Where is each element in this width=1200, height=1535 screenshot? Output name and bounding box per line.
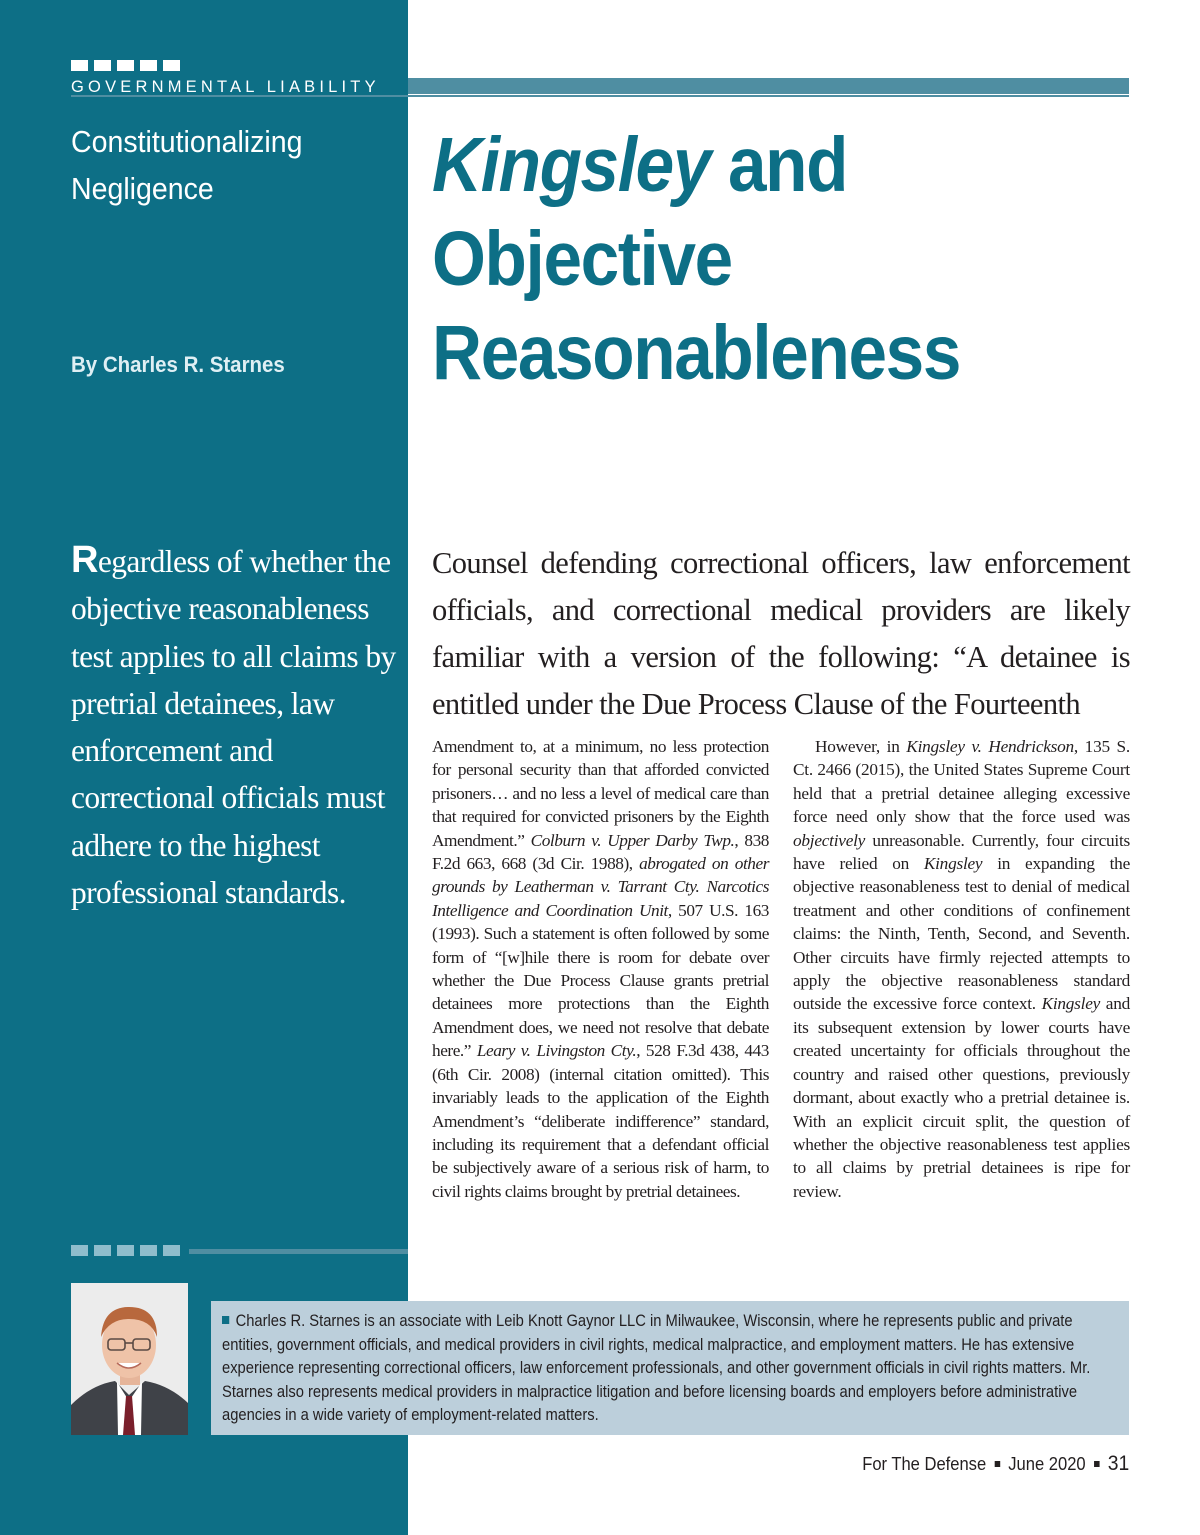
- body-column-2: [793, 735, 1130, 1203]
- lead-paragraph: Counsel defending correctional officers, law enforcement officials, and correctional medical providers are likely familiar with a version of the following: “A detainee is entitled under the Due Process Clause of the Fourteenth: [432, 546, 1130, 721]
- case-citation: abrogated on other grounds by Leatherman v. Tarrant Cty. Narcotics Intelligence and Coordination Unit: [432, 854, 769, 920]
- page-number: 31: [1107, 1452, 1129, 1475]
- case-citation: Kingsley v. Hendrickson: [906, 737, 1074, 756]
- footer-separator-icon: [1094, 1461, 1100, 1467]
- body-text-run: Amendment to, at a minimum, no less protection for personal security than that afforded convicted prisoners… and no less a level of medical care than that required for convicted prisoners by the Eighth Amendment.”: [432, 737, 769, 850]
- footer-squares-decoration: [71, 1245, 180, 1256]
- case-citation: Colburn v. Upper Darby Twp.: [530, 830, 735, 850]
- article-title: [432, 118, 1062, 400]
- title-rest: and Objective Reasonableness: [432, 122, 961, 396]
- body-column-1: [432, 735, 769, 1203]
- article-subtitle: Constitutionalizing Negligence: [71, 124, 303, 206]
- case-citation: Kingsley: [923, 854, 983, 874]
- case-citation: objectively: [793, 830, 866, 850]
- bottom-rule: [189, 1249, 408, 1254]
- body-text-run: , 507 U.S. 163 (1993). Such a statement is often followed by some form of “[w]hile there is room for debate over whether the Due Process Clause grants pretrial detainees more protections than the Eighth Amendment does, we need not resolve that debate here.”: [432, 900, 769, 1061]
- footer-separator-icon: [994, 1461, 1000, 1467]
- author-portrait-image: [71, 1283, 188, 1435]
- body-text-run: However, in: [815, 737, 907, 756]
- body-text-run: , 135 S. Ct. 2466 (2015), the United States Supreme Court held that a pretrial detainee alleging excessive force need only show that the force used was: [793, 737, 1130, 827]
- page-footer: [862, 1452, 1129, 1476]
- section-label: GOVERNMENTAL LIABILITY: [71, 78, 380, 96]
- pull-quote: [71, 537, 411, 916]
- author-bio-box: [211, 1301, 1129, 1435]
- header-rule: [408, 78, 1129, 94]
- author-photo: [71, 1283, 188, 1435]
- author-bio-text: Charles R. Starnes is an associate with Leib Knott Gaynor LLC in Milwaukee, Wisconsin, where he represents public and private entities, government officials, and medical providers in civil rights, medical malpractice, and employment matters. He has extensive experience representing correctional officers, law enforcement professionals, and other government officials in civil rights matters. Mr. Starnes also represents medical providers in malpractice litigation and before licensing boards and employers before administrative agencies in a wide variety of employment-related matters.: [222, 1312, 1091, 1425]
- body-paragraph: [432, 735, 769, 1203]
- body-text-run: , 838 F.2d 663, 668 (3d Cir. 1988),: [432, 830, 769, 874]
- footer-publication: For The Defense: [862, 1454, 986, 1474]
- pull-quote-text: egardless of whether the objective reasonableness test applies to all claims by pretrial detainees, law enforcement and correctional officials must adhere to the highest professional standards.: [71, 544, 396, 911]
- pull-quote-initial: R: [71, 539, 98, 581]
- body-text-run: and its subsequent extension by lower courts have created uncertainty for officials throughout the country and raised other questions, previously dormant, about exactly who a pretrial detainee is. With an explicit circuit split, the question of whether the objective reasonableness test applies to all claims by pretrial detainees is ripe for review.: [793, 994, 1130, 1201]
- author-bio: [222, 1310, 1118, 1428]
- body-text-run: unreasonable. Currently, four circuits have relied on: [793, 830, 1130, 874]
- case-citation: Kingsley: [1041, 994, 1101, 1014]
- body-text-run: , 528 F.3d 438, 443 (6th Cir. 2008) (internal citation omitted). This invariably leads to the application of the Eighth Amendment’s “deliberate indifference” standard, including its requirement that a defendant official be subjectively aware of a serious risk of harm, to civil rights claims brought by pretrial detainees.: [432, 1041, 769, 1201]
- title-italic-part: Kingsley: [432, 122, 711, 208]
- article-byline: By Charles R. Starnes: [71, 352, 285, 377]
- bullet-square-icon: [222, 1316, 229, 1324]
- case-citation: Leary v. Livingston Cty.: [476, 1041, 637, 1061]
- body-text-run: in expanding the objective reasonableness test to denial of medical treatment and other conditions of confinement claims: the Ninth, Tenth, Second, and Seventh. Other circuits have firmly rejected attempts to apply the objective reasonableness standard outside the excessive force context.: [793, 854, 1130, 1014]
- section-squares-decoration: [71, 60, 180, 71]
- body-paragraph: [793, 735, 1130, 1203]
- footer-date: June 2020: [1008, 1454, 1086, 1474]
